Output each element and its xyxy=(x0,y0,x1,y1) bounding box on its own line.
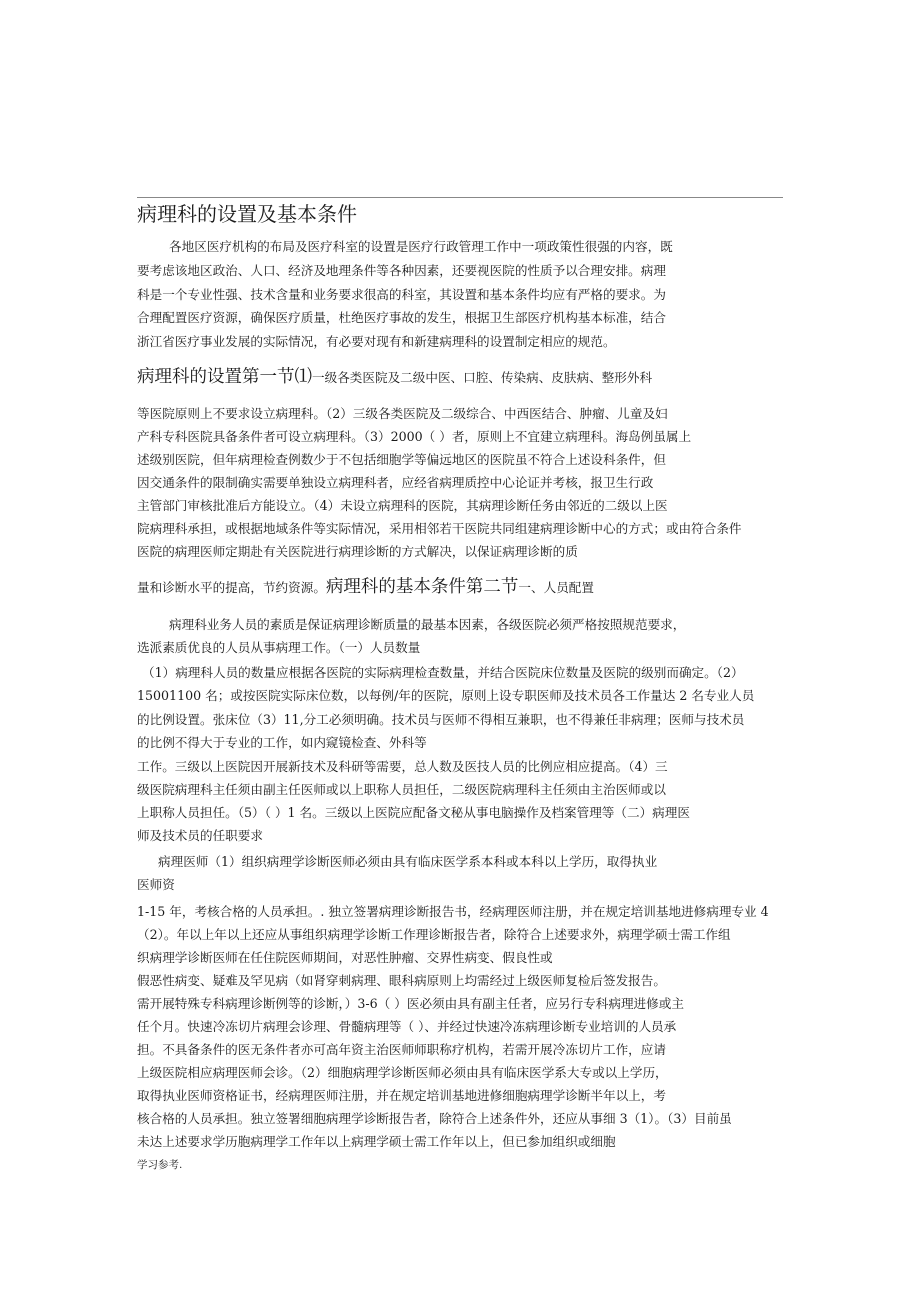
paragraph-line: 的比例设置。张床位（3）11,分工必须明确。技术员与医师不得相互兼职，也不得兼任非病理；医师与技术员 xyxy=(137,712,745,727)
paragraph-line: 1-15 年，考核合格的人员承担。. 独立签署病理诊断报告书，经病理医师注册，并在规定培训基地进修病理专业 4 xyxy=(137,904,769,919)
paragraph-line: 假恶性病变、疑难及罕见病（如肾穿刺病理、眼科病原则上均需经过上级医师复检后签发报告。 xyxy=(137,973,666,988)
paragraph-line: 担。不具备条件的医无条件者亦可高年资主治医师师职称疗机构，若需开展冷冻切片工作，应请 xyxy=(137,1042,666,1057)
paragraph-line: 主管部门审核批准后方能设立。（4）未设立病理科的医院，其病理诊断任务由邻近的二级以上医 xyxy=(137,498,668,513)
paragraph-line: 需开展特殊专科病理诊断例等的诊断，）3-6（ ）医必须由具有副主任者，应另行专科病理进修或主 xyxy=(137,996,684,1011)
paragraph-line: 等医院原则上不要求设立病理科。（2）三级各类医院及二级综合、中西医结合、肿瘤、儿童及妇 xyxy=(137,406,668,421)
paragraph-line: 院病理科承担，或根据地域条件等实际情况，采用相邻若干医院共同组建病理诊断中心的方式；或由符合条件 xyxy=(137,521,742,536)
paragraph-line: 上级医院相应病理医师会诊。（2）细胞病理学诊断医师必须由具有临床医学系大专或以上学历， xyxy=(137,1065,668,1080)
document-title: 病理科的设置及基本条件 xyxy=(137,202,357,226)
paragraph-line: 的比例不得大于专业的工作，如内窥镜检查、外科等 xyxy=(137,735,427,750)
paragraph-line: 述级别医院，但年病理检查例数少于不包括细胞学等偏远地区的医院虽不符合上述设科条件，但 xyxy=(137,452,666,467)
page-footer: 学习参考. xyxy=(137,1159,183,1171)
paragraph-line: 织病理学诊断医师在任住院医师期间，对恶性肿瘤、交界性病变、假良性或 xyxy=(137,950,553,965)
paragraph-line: 选派素质优良的人员从事病理工作。（一）人员数量 xyxy=(137,640,421,655)
paragraph-line: 师及技术员的任职要求 xyxy=(137,828,263,843)
paragraph-line: 产科专科医院具备条件者可设立病理科。（3）2000（ ）者，原则上不宜建立病理科。海岛例虽属上 xyxy=(137,429,692,444)
paragraph-line: 合理配置医疗资源，确保医疗质量，杜绝医疗事故的发生，根据卫生部医疗机构基本标准，结合 xyxy=(137,310,666,325)
section-1-line xyxy=(137,369,652,386)
paragraph-line: 各地区医疗机构的布局及医疗科室的设置是医疗行政管理工作中一项政策性很强的内容，既 xyxy=(169,239,673,254)
section-2-line xyxy=(137,579,594,596)
paragraph-line: 工作。三级以上医院因开展新技术及科研等需要，总人数及医技人员的比例应相应提高。（4）三 xyxy=(137,759,668,774)
section-2-heading: 病理科的基本条件第二节 xyxy=(325,577,519,597)
header-rule xyxy=(137,197,783,198)
paragraph-line: 因交通条件的限制确实需要单独设立病理科者，应经省病理质控中心论证并考核，报卫生行政 xyxy=(137,475,654,490)
paragraph-line: 浙江省医疗事业发展的实际情况，有必要对现有和新建病理科的设置制定相应的规范。 xyxy=(137,334,616,349)
paragraph-line: 核合格的人员承担。独立签署细胞病理学诊断报告者，除符合上述条件外，还应从事细 3（1）。（3）目前虽 xyxy=(137,1111,732,1126)
section-2-tail: 一、人员配置 xyxy=(518,580,594,595)
paragraph-line: 级医院病理科主任须由副主任医师或以上职称人员担任，二级医院病理科主任须由主治医师或以 xyxy=(137,782,666,797)
paragraph-line: 15001100 名；或按医院实际床位数，以每例/年的医院，原则上设专职医师及技术员各工作量达 2 名专业人员 xyxy=(137,688,755,703)
paragraph-line: 取得执业医师资格证书，经病理医师注册，并在规定培训基地进修细胞病理学诊断半年以上，考 xyxy=(137,1088,666,1103)
paragraph-line: 科是一个专业性强、技术含量和业务要求很高的科室，其设置和基本条件均应有严格的要求。为 xyxy=(137,287,666,302)
paragraph-line: （1）病理科人员的数量应根据各医院的实际病理检查数量，并结合医院床位数量及医院的级别而确定。（2） xyxy=(142,665,744,680)
paragraph-line: 要考虑该地区政治、人口、经济及地理条件等各种因素，还要视医院的性质予以合理安排。病理 xyxy=(137,263,666,278)
paragraph-line: 未达上述要求学历胞病理学工作年以上病理学硕士需工作年以上，但已参加组织或细胞 xyxy=(137,1134,616,1149)
section-1-tail: 一级各类医院及二级中医、口腔、传染病、皮肤病、整形外科 xyxy=(312,370,653,385)
section-1-heading: 病理科的设置第一节⑴ xyxy=(137,367,312,387)
paragraph-line: 医院的病理医师定期赴有关医院进行病理诊断的方式解决，以保证病理诊断的质 xyxy=(137,544,578,559)
paragraph-line: 病理科业务人员的素质是保证病理诊断质量的最基本因素，各级医院必须严格按照规范要求， xyxy=(169,617,686,632)
section-2-pre: 量和诊断水平的提高，节约资源。 xyxy=(137,580,326,595)
paragraph-line: 病理医师（1）组织病理学诊断医师必须由具有临床医学系本科或本科以上学历，取得执业 xyxy=(158,854,658,869)
paragraph-line: 任个月。快速冷冻切片病理会诊理、骨髓病理等（ ）、并经过快速冷冻病理诊断专业培训的人员承 xyxy=(137,1019,677,1034)
paragraph-line: 上职称人员担任。（5）（ ）1 名。三级以上医院应配备文秘从事电脑操作及档案管理等（二）病理医 xyxy=(137,805,690,820)
paragraph-line: （2）。年以上年以上还应从事组织病理学诊断工作理诊断报告者，除符合上述要求外，病理学硕士需工作组 xyxy=(137,927,731,942)
paragraph-line: 医师资 xyxy=(137,877,175,892)
